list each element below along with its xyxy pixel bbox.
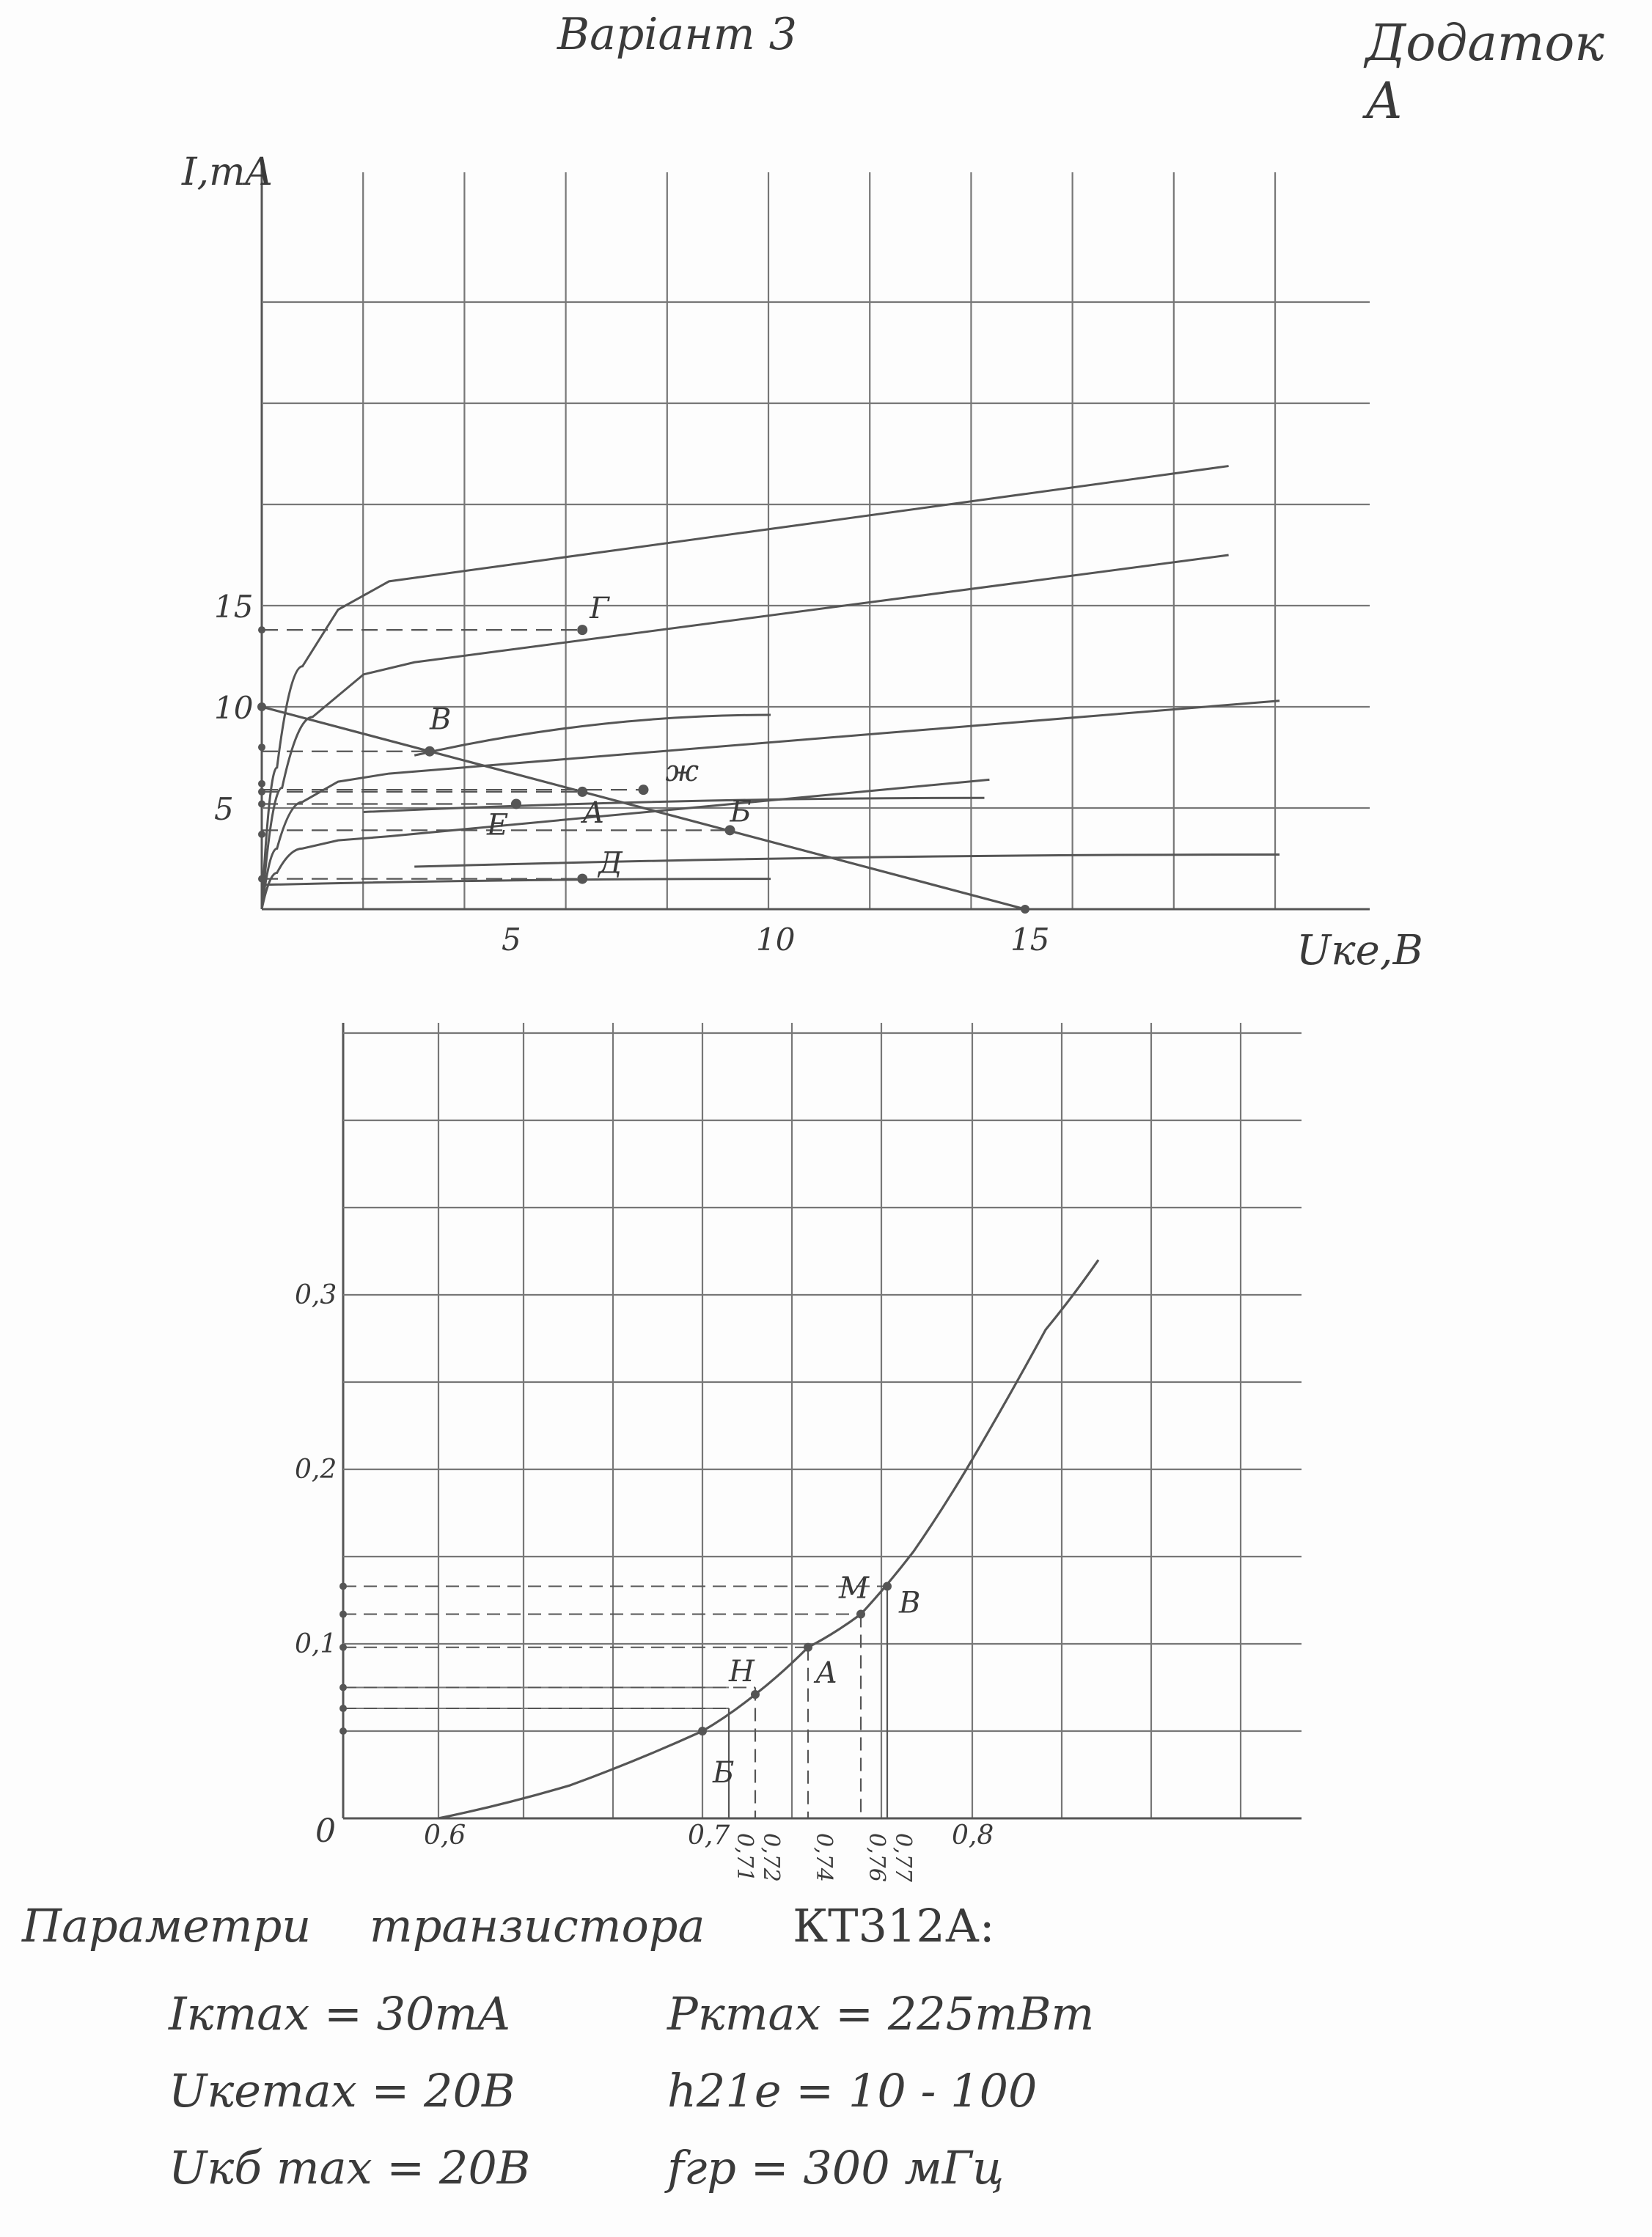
y-axis-mark bbox=[339, 1611, 347, 1618]
y-axis-label: I,mA bbox=[182, 150, 273, 194]
x-rotated-tick-label: 0,71 bbox=[732, 1833, 757, 1882]
x-tick-label: 15 bbox=[1010, 922, 1050, 958]
y-axis-mark bbox=[258, 780, 265, 787]
y-axis-mark bbox=[258, 831, 265, 838]
x-tick-label: 0,7 bbox=[688, 1821, 730, 1851]
operating-point bbox=[751, 1690, 760, 1699]
operating-point bbox=[883, 1582, 892, 1590]
transistor-parameters bbox=[22, 1899, 1635, 2222]
y-tick-label: 0,2 bbox=[295, 1455, 337, 1485]
y-axis-mark bbox=[258, 800, 265, 807]
param-fgr: fгр = 300 мГц bbox=[667, 2141, 1005, 2194]
y-axis-mark bbox=[339, 1705, 347, 1712]
param-ukb-max: Uкб max = 20В bbox=[169, 2141, 531, 2194]
load-line-end bbox=[1021, 905, 1029, 914]
point-label: Е bbox=[487, 808, 509, 842]
transistor-model: КТ312А: bbox=[793, 1899, 995, 1953]
appendix-title: Додаток А bbox=[1365, 15, 1604, 131]
x-tick-label: 0,8 bbox=[952, 1821, 994, 1851]
y-tick-label: 0,3 bbox=[295, 1280, 337, 1310]
operating-point bbox=[577, 625, 587, 635]
load-line-end bbox=[257, 702, 266, 711]
operating-point bbox=[511, 798, 521, 809]
y-axis-mark bbox=[339, 1644, 347, 1651]
y-axis-mark bbox=[339, 1582, 347, 1590]
characteristic-curve bbox=[262, 879, 771, 885]
point-label: М bbox=[839, 1571, 869, 1606]
variant-title: Варіант 3 bbox=[557, 9, 797, 60]
point-label: А bbox=[815, 1656, 838, 1690]
y-axis-mark bbox=[339, 1684, 347, 1691]
point-label: Б bbox=[713, 1756, 735, 1790]
characteristic-curve bbox=[414, 715, 771, 755]
x-tick-label: 0,6 bbox=[424, 1821, 466, 1851]
output-characteristics-chart bbox=[181, 150, 1423, 974]
point-label: Н bbox=[729, 1655, 755, 1689]
y-tick-label: 15 bbox=[214, 589, 254, 625]
point-label: Б bbox=[730, 795, 752, 829]
parameters-heading bbox=[22, 1899, 1039, 1953]
param-pk-max: Pкmax = 225mВm bbox=[667, 1987, 1095, 2041]
x-rotated-tick-label: 0,74 bbox=[811, 1833, 837, 1882]
point-label: А bbox=[582, 796, 605, 830]
y-axis-mark bbox=[339, 1727, 347, 1735]
point-label: ж bbox=[665, 754, 699, 789]
operating-point bbox=[577, 787, 587, 797]
characteristic-curve bbox=[262, 466, 1229, 909]
param-ik-max: Iкmax = 30mA bbox=[169, 1987, 511, 2041]
operating-point bbox=[698, 1727, 707, 1735]
operating-point bbox=[639, 785, 649, 795]
point-label: Г bbox=[590, 592, 609, 626]
operating-point bbox=[856, 1610, 865, 1619]
x-axis-label: Uке,В bbox=[1296, 927, 1423, 974]
point-label: В bbox=[430, 702, 452, 737]
operating-point bbox=[577, 874, 587, 884]
param-uke-max: Uкеmax = 20В bbox=[169, 2064, 515, 2117]
y-axis-mark bbox=[258, 788, 265, 796]
x-rotated-tick-label: 0,76 bbox=[864, 1833, 889, 1882]
operating-point bbox=[425, 746, 435, 757]
x-rotated-tick-label: 0,72 bbox=[758, 1833, 784, 1882]
point-label: Д bbox=[598, 846, 623, 881]
point-label: В bbox=[899, 1586, 921, 1620]
input-characteristic-curve bbox=[438, 1260, 1098, 1818]
transistor-word: транзистора bbox=[369, 1899, 705, 1953]
input-characteristic-chart bbox=[295, 1023, 1302, 1883]
y-axis-mark bbox=[258, 875, 265, 883]
x-tick-label: 10 bbox=[756, 922, 796, 958]
operating-point bbox=[804, 1643, 812, 1652]
y-tick-label: 5 bbox=[214, 791, 234, 827]
x-tick-label: 5 bbox=[502, 922, 521, 958]
y-tick-label: 0,1 bbox=[295, 1629, 337, 1659]
y-axis-mark bbox=[258, 743, 265, 751]
parameters-word: Параметри bbox=[22, 1899, 312, 1953]
origin-label: 0 bbox=[315, 1812, 336, 1850]
characteristic-curve bbox=[414, 854, 1280, 867]
y-axis-mark bbox=[258, 626, 265, 633]
y-tick-label: 10 bbox=[214, 690, 254, 726]
param-h21: h21е = 10 - 100 bbox=[667, 2064, 1038, 2117]
x-rotated-tick-label: 0,77 bbox=[890, 1833, 916, 1882]
